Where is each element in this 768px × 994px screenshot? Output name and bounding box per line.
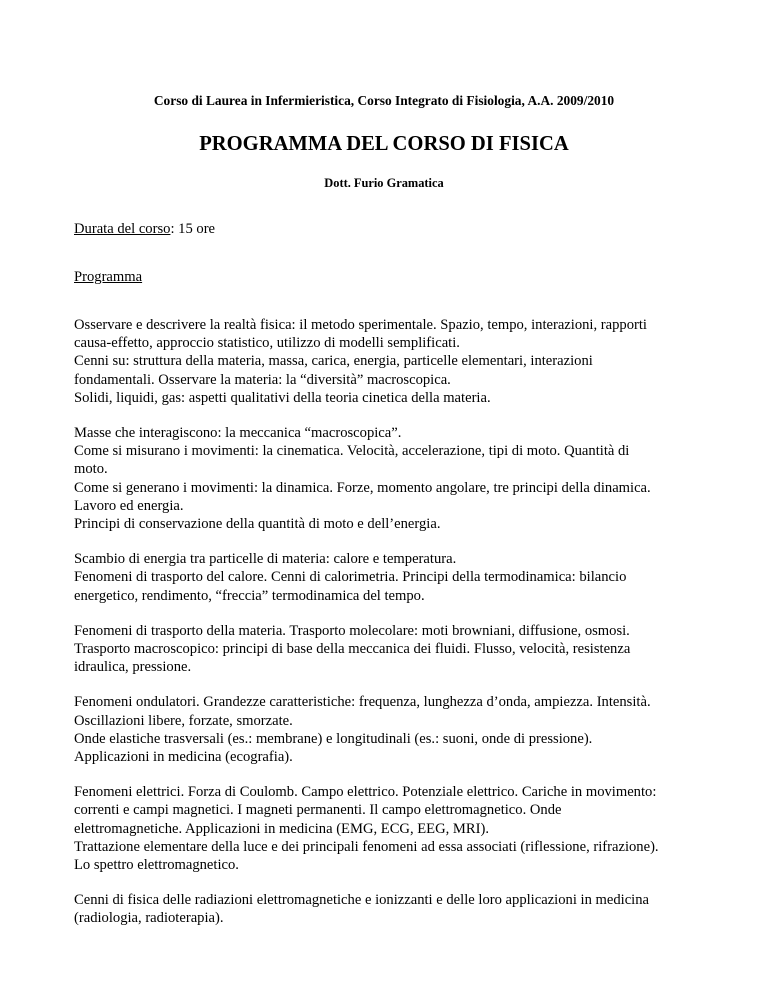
paragraph-line: Osservare e descrivere la realtà fisica: il metodo sperimentale. Spazio, tempo, interazioni, rapporti xyxy=(74,317,647,333)
program-paragraph xyxy=(74,693,714,766)
paragraph-line: elettromagnetiche. Applicazioni in medicina (EMG, ECG, EEG, MRI). xyxy=(74,820,490,837)
course-duration xyxy=(74,220,215,238)
paragraph-line: Come si generano i movimenti: la dinamica. Forze, momento angolare, tre principi della dinamica. xyxy=(74,479,651,496)
duration-label: Durata del corso xyxy=(74,221,171,237)
program-paragraph xyxy=(74,622,714,677)
paragraph-line: idraulica, pressione. xyxy=(74,659,192,676)
paragraph-line: Principi di conservazione della quantità di moto e dell’energia. xyxy=(74,516,441,533)
paragraph-line: Scambio di energia tra particelle di materia: calore e temperatura. xyxy=(74,551,457,568)
paragraph-line: Fenomeni ondulatori. Grandezze caratteristiche: frequenza, lunghezza d’onda, ampiezza. Intensità. xyxy=(74,694,651,711)
paragraph-line: Cenni di fisica delle radiazioni elettromagnetiche e ionizzanti e delle loro applicazioni in medicina xyxy=(74,892,650,909)
paragraph-line: causa-effetto, approccio statistico, utilizzo di modelli semplificati. xyxy=(74,335,460,352)
program-body xyxy=(74,316,714,945)
author-name: Dott. Furio Gramatica xyxy=(324,176,444,190)
program-paragraph xyxy=(74,424,714,533)
paragraph-line: Solidi, liquidi, gas: aspetti qualitativi della teoria cinetica della materia. xyxy=(74,389,491,406)
page-title: PROGRAMMA DEL CORSO DI FISICA xyxy=(199,133,569,155)
program-paragraph xyxy=(74,550,714,605)
program-paragraph xyxy=(74,316,714,407)
program-paragraph xyxy=(74,783,714,874)
paragraph-line: Trasporto macroscopico: principi di base della meccanica dei fluidi. Flusso, velocità, resistenza xyxy=(74,641,631,658)
paragraph-line: moto. xyxy=(74,461,108,478)
paragraph-line: Cenni su: struttura della materia, massa, carica, energia, particelle elementari, interazioni xyxy=(74,353,593,370)
paragraph-line: Applicazioni in medicina (ecografia). xyxy=(74,749,293,766)
paragraph-line: Onde elastiche trasversali (es.: membrane) e longitudinali (es.: suoni, onde di pressione). xyxy=(74,730,593,747)
paragraph-line: Come si misurano i movimenti: la cinematica. Velocità, accelerazione, tipi di moto. Quantità di xyxy=(74,443,630,460)
paragraph-line: Fenomeni di trasporto del calore. Cenni di calorimetria. Principi della termodinamica: bilancio xyxy=(74,569,627,586)
program-paragraph xyxy=(74,891,714,927)
paragraph-line: correnti e campi magnetici. I magneti permanenti. Il campo elettromagnetico. Onde xyxy=(74,802,562,819)
paragraph-line: Fenomeni di trasporto della materia. Trasporto molecolare: moti browniani, diffusione, osmosi. xyxy=(74,622,630,639)
paragraph-line: Lo spettro elettromagnetico. xyxy=(74,857,239,874)
paragraph-line: Trattazione elementare della luce e dei principali fenomeni ad essa associati (riflessione, rifrazione). xyxy=(74,838,659,855)
paragraph-line: Masse che interagiscono: la meccanica “macroscopica”. xyxy=(74,425,402,442)
paragraph-line: (radiologia, radioterapia). xyxy=(74,910,224,927)
paragraph-line: Oscillazioni libere, forzate, smorzate. xyxy=(74,712,293,729)
paragraph-line: Fenomeni elettrici. Forza di Coulomb. Campo elettrico. Potenziale elettrico. Cariche in movimento: xyxy=(74,784,657,801)
paragraph-line: fondamentali. Osservare la materia: la “diversità” macroscopica. xyxy=(74,371,451,388)
duration-value: : 15 ore xyxy=(170,221,216,237)
program-heading: Programma xyxy=(74,269,143,285)
paragraph-line: Lavoro ed energia. xyxy=(74,497,184,514)
course-header: Corso di Laurea in Infermieristica, Corso Integrato di Fisiologia, A.A. 2009/2010 xyxy=(153,93,615,108)
paragraph-line: energetico, rendimento, “freccia” termodinamica del tempo. xyxy=(74,587,425,604)
